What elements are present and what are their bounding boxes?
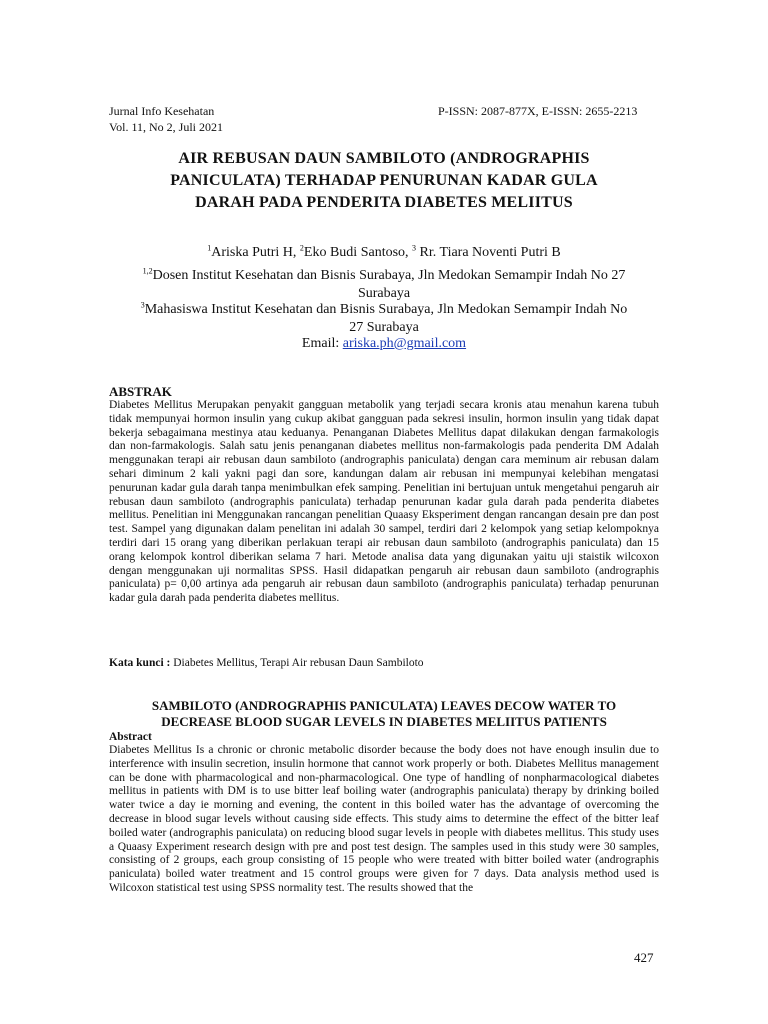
abstrak-heading: ABSTRAK bbox=[109, 384, 172, 399]
affiliation-text: Surabaya bbox=[357, 286, 411, 301]
affiliation-text: Dosen Institut Kesehatan dan Bisnis Surabaya, Jln Medokan Semampir Indah No 27 bbox=[152, 268, 626, 283]
keywords-label: Kata kunci : bbox=[109, 657, 171, 669]
english-title bbox=[100, 698, 668, 730]
keywords bbox=[109, 656, 424, 670]
paper-title-line: PANICULATA) TERHADAP PENURUNAN KADAR GULA bbox=[170, 172, 598, 189]
email-link[interactable]: ariska.ph@gmail.com bbox=[342, 336, 467, 351]
contact-email bbox=[100, 335, 668, 353]
author-superscript: 2 bbox=[299, 243, 304, 253]
journal-issn: P-ISSN: 2087-877X, E-ISSN: 2655-2213 bbox=[438, 104, 638, 118]
page-number: 427 bbox=[634, 950, 654, 965]
affiliation-2 bbox=[100, 301, 668, 337]
author-name: Ariska Putri H, bbox=[211, 245, 300, 260]
abstract-heading: Abstract bbox=[109, 731, 152, 743]
journal-name: Jurnal Info Kesehatan bbox=[109, 104, 215, 118]
affiliation-superscript: 1,2 bbox=[142, 266, 153, 276]
journal-volume: Vol. 11, No 2, Juli 2021 bbox=[109, 120, 224, 134]
affiliation-superscript: 3 bbox=[140, 300, 145, 310]
affiliation-text: Mahasiswa Institut Kesehatan dan Bisnis Surabaya, Jln Medokan Semampir Indah No bbox=[144, 302, 628, 317]
english-title-line: DECREASE BLOOD SUGAR LEVELS IN DIABETES MELIITUS PATIENTS bbox=[161, 714, 607, 729]
affiliation-text: 27 Surabaya bbox=[349, 320, 419, 335]
journal-header bbox=[109, 103, 223, 135]
email-label: Email: bbox=[301, 336, 343, 351]
author-name: Rr. Tiara Noventi Putri B bbox=[416, 245, 561, 260]
abstract-body: Diabetes Mellitus Is a chronic or chronic metabolic disorder because the body does not have enough insulin due to interference with insulin secretion, insulin hormone that cannot work properly or both. Diabetes Mellitus management can be done with pharmacological and non-pharmacological. One type of handling of nonpharmacological diabetes mellitus in patients with DM is to use bitter leaf boiling water (andrographis paniculata) therapy by drinking boiled water twice a day ie morning and evening, the content in this boiled water has the advantage of overcoming the decrease in blood sugar levels without causing side effects. This study aims to determine the effect of the bitter leaf boiled water (andrographis paniculata) on reducing blood sugar levels in people with diabetes mellitus. This study uses a Quaasy Experiment research design with pre and post test design. The samples used in this study were 30 samples, consisting of 2 groups, each group consisting of 15 people who were treated with bitter boiled water (andrographis paniculata) boiled water treatment and 15 control groups were given for 7 days. Data analysis method used is Wilcoxon statistical test using SPSS normality test. The results showed that the bbox=[109, 744, 659, 894]
abstrak-body: Diabetes Mellitus Merupakan penyakit gangguan metabolik yang terjadi secara kronis atau menahun karena tubuh tidak mempunyai hormon insulin yang cukup akibat gangguan pada sekresi insulin, hormon insulin yang tidak dapat bekerja sebagaimana mestinya atau keduanya. Penanganan Diabetes Mellitus dapat dilakukan dengan farmakologis dan non-farmakologis. Salah satu jenis penanganan diabetes mellitus non-farmakologis pada penderita DM Adalah menggunakan terapi air rebusan daun sambiloto (andrographis paniculata) dengan cara meminum air rebusan dalam sehari diminum 2 kali yakni pagi dan sore, kandungan dalam air rebusan ini mempunyai kelebihan mengatasi penurunan kadar gula darah tanpa menimbulkan efek samping. Penelitian ini bertujuan untuk mengetahui pengaruh air rebusan daun sambiloto (andrographis paniculata) terhadap penurunan kadar gula darah pada penderita diabetes mellitus. Penelitian ini Menggunakan rancangan penelitian Quaasy Eksperiment dengan rancangan desain pre dan post test. Sampel yang digunakan dalam penelitan ini adalah 30 sampel, terdiri dari 2 kelompok yang setiap kelompoknya terdiri dari 15 orang yang diberikan perlakuan terapi air rebusan daun sambiloto (andrographis paniculata) dan 15 orang kelompok kontrol diberikan selama 7 hari. Metode analisa data yang digunakan yaitu uji staistik wilcoxon dengan menggunakan uji normalitas SPSS. Hasil didapatkan pengaruh air rebusan daun sambiloto (andrographis paniculata) p= 0,00 artinya ada pengaruh air rebusan daun sambiloto (andrographis paniculata) terhadap penurunan kadar gula darah pada penderita diabetes mellitus. bbox=[109, 399, 659, 605]
english-title-line: SAMBILOTO (ANDROGRAPHIS PANICULATA) LEAVES DECOW WATER TO bbox=[151, 698, 617, 713]
author-name: Eko Budi Santoso, bbox=[303, 245, 413, 260]
author-superscript: 1 bbox=[207, 243, 212, 253]
author-list bbox=[100, 244, 668, 262]
paper-title-line: DARAH PADA PENDERITA DIABETES MELIITUS bbox=[195, 194, 573, 211]
keywords-value: Diabetes Mellitus, Terapi Air rebusan Daun Sambiloto bbox=[170, 657, 424, 669]
author-superscript: 3 bbox=[412, 243, 417, 253]
paper-title bbox=[100, 148, 668, 214]
affiliation-1 bbox=[100, 267, 668, 303]
paper-title-line: AIR REBUSAN DAUN SAMBILOTO (ANDROGRAPHIS bbox=[178, 150, 590, 167]
